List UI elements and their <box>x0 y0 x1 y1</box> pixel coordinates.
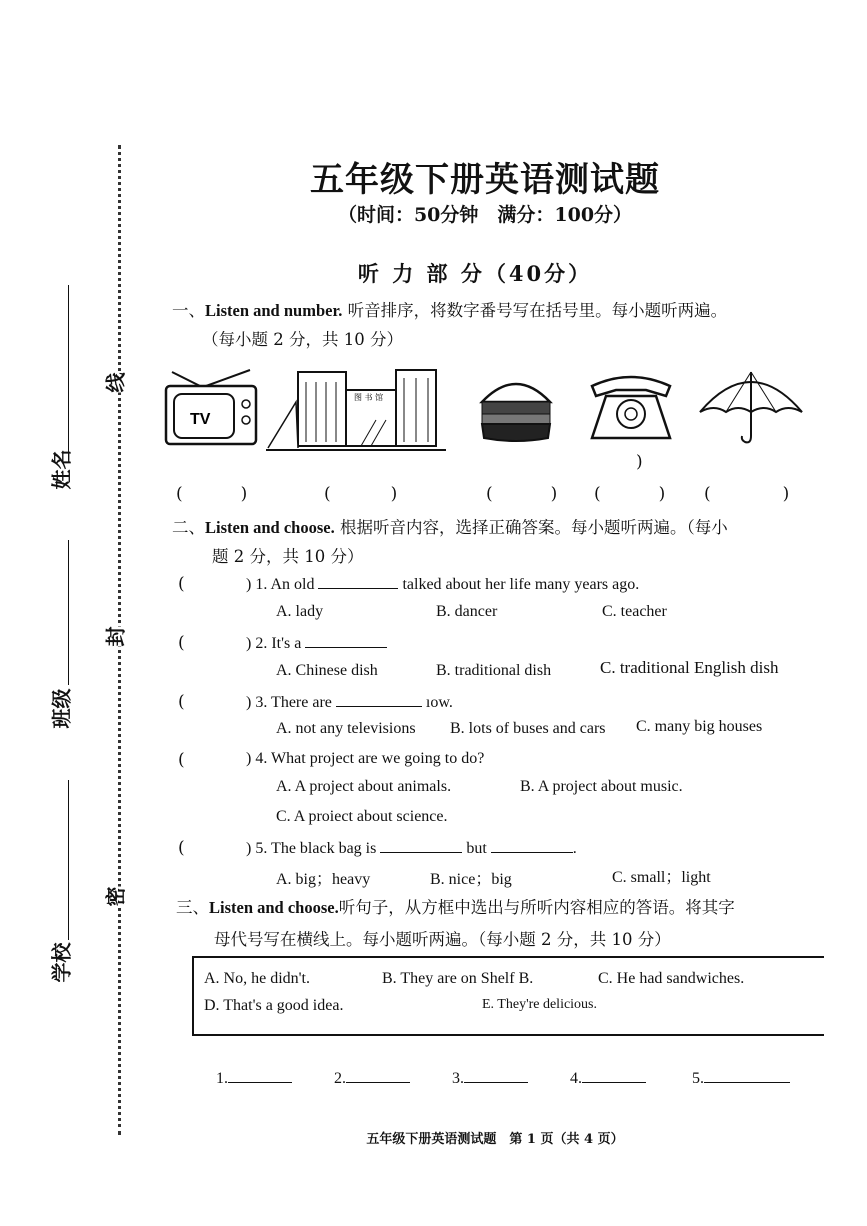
class-field-line <box>68 540 69 685</box>
q2-item2-stem: ) 2. It's a <box>246 633 387 653</box>
q2-item2-option-a[interactable]: A. Chinese dish <box>276 662 378 679</box>
q2-points: 题 2 分，共 10 分） <box>212 547 364 566</box>
q2-item3-stem: ) 3. There are ıow. <box>246 694 453 711</box>
page-title: 五年级下册英语测试题 <box>310 160 660 200</box>
svg-text:TV: TV <box>190 411 211 428</box>
q1-instructions: 听音排序，将数字番号写在括号里。每小题听两遍。 <box>347 301 728 320</box>
q1-heading <box>172 297 727 321</box>
page-footer: 五年级下册英语测试题 第 1 页（共 4 页） <box>366 1132 624 1147</box>
q1-points: （每小题 2 分，共 10 分） <box>202 330 403 349</box>
library-picture <box>266 362 446 452</box>
q3-option-b: B. They are on Shelf B. <box>382 970 534 987</box>
q2-item1-answer[interactable]: ( <box>178 574 185 594</box>
q2-item4-option-c[interactable]: C. A proiect about science. <box>276 808 448 825</box>
q2-instructions: 根据听音内容，选择正确答案。每小题听两遍。（每小 <box>339 518 728 537</box>
q1-english: Listen and number. <box>205 301 343 320</box>
q3-instructions: 听句子，从方框中选出与所听内容相应的答语。将其字 <box>338 898 735 917</box>
q1-stray-paren: ) <box>636 452 643 472</box>
q3-option-c: C. He had sandwiches. <box>598 970 745 987</box>
school-field-line <box>68 780 69 940</box>
q2-item3-blank[interactable] <box>336 692 422 707</box>
q3-option-d: D. That's a good idea. <box>204 997 344 1014</box>
cut-mark-seal: 封 <box>98 627 131 647</box>
q2-item4-option-a[interactable]: A. A project about animals. <box>276 778 452 795</box>
q2-item3-option-a[interactable]: A. not any televisions <box>276 720 416 737</box>
q2-item5-option-b[interactable]: B. nice；big <box>430 871 512 888</box>
q3-answer-3[interactable]: 3. <box>452 1068 528 1088</box>
q2-item3-option-b[interactable]: B. lots of buses and cars <box>450 720 606 737</box>
q2-item1-option-a[interactable]: A. lady <box>276 603 324 620</box>
q2-item5-option-c[interactable]: C. small；light <box>612 869 711 886</box>
q3-option-e: E. They're delicious. <box>482 997 598 1012</box>
q2-item5-blank-2[interactable] <box>491 838 573 853</box>
q3-number: 三、 <box>176 898 209 917</box>
q2-item1-option-b[interactable]: B. dancer <box>436 603 498 620</box>
q3-instructions-2: 母代号写在横线上。每小题听两遍。（每小题 2 分，共 10 分） <box>214 930 671 949</box>
q2-item2-option-c[interactable]: C. traditional English dish <box>600 658 779 677</box>
q2-item1-blank[interactable] <box>318 574 398 589</box>
cut-mark-line: 线 <box>98 373 131 393</box>
q2-item3-option-c[interactable]: C. many big houses <box>636 718 763 735</box>
q3-answer-2[interactable]: 2. <box>334 1068 410 1088</box>
q2-english: Listen and choose. <box>205 518 335 537</box>
q2-item5-option-a[interactable]: A. big；heavy <box>276 871 371 888</box>
q3-answer-1[interactable]: 1. <box>216 1068 292 1088</box>
q3-option-a: A. No, he didn't. <box>204 970 310 987</box>
q1-number: 一、 <box>172 301 205 320</box>
q2-item5-blank-1[interactable] <box>380 838 462 853</box>
q2-item1-option-c[interactable]: C. teacher <box>602 603 667 620</box>
q2-item4-answer[interactable]: ( <box>178 750 185 770</box>
q2-item2-answer[interactable]: ( <box>178 633 185 653</box>
q1-answer-5[interactable]: ( ) <box>704 484 790 504</box>
q2-item3-answer[interactable]: ( <box>178 692 185 712</box>
q3-english: Listen and choose. <box>209 898 339 917</box>
q1-answer-3[interactable]: ( ) <box>486 484 558 504</box>
school-label: 学校 <box>49 942 74 983</box>
q2-item4-stem: ) 4. What project are we going to do? <box>246 750 485 767</box>
q2-item5-answer[interactable]: ( <box>178 838 185 858</box>
q2-number: 二、 <box>172 518 205 537</box>
class-label: 班级 <box>49 688 74 729</box>
sandwich-picture <box>476 372 556 444</box>
q2-item4-option-b[interactable]: B. A project about music. <box>520 778 683 795</box>
q1-answer-4[interactable]: ( ) <box>594 484 666 504</box>
q3-answer-5[interactable]: 5. <box>692 1068 790 1088</box>
listening-section-heading: 听 力 部 分（40分） <box>357 261 593 286</box>
q1-answer-1[interactable]: ( ) <box>176 484 248 504</box>
exam-info: （时间：50分钟 满分：100分） <box>337 204 633 226</box>
telephone-picture <box>586 372 676 442</box>
q3-answer-4[interactable]: 4. <box>570 1068 646 1088</box>
q2-item5-stem: ) 5. The black bag is but . <box>246 840 577 857</box>
q2-item2-option-b[interactable]: B. traditional dish <box>436 662 552 679</box>
q2-heading <box>172 514 728 538</box>
umbrella-picture <box>696 366 806 446</box>
cut-mark-secret: 密 <box>98 887 131 907</box>
q3-heading <box>176 894 735 918</box>
svg-text:图 书 馆: 图 书 馆 <box>354 393 384 402</box>
tv-picture <box>162 368 262 448</box>
q2-item2-blank[interactable] <box>305 633 387 648</box>
name-field-line <box>68 285 69 460</box>
q1-answer-2[interactable]: ( ) <box>324 484 398 504</box>
name-label: 姓名 <box>49 449 74 490</box>
q2-item1-stem: ) 1. An old talked about her life many years ago. <box>246 576 640 593</box>
q3-option-box <box>192 956 824 1036</box>
